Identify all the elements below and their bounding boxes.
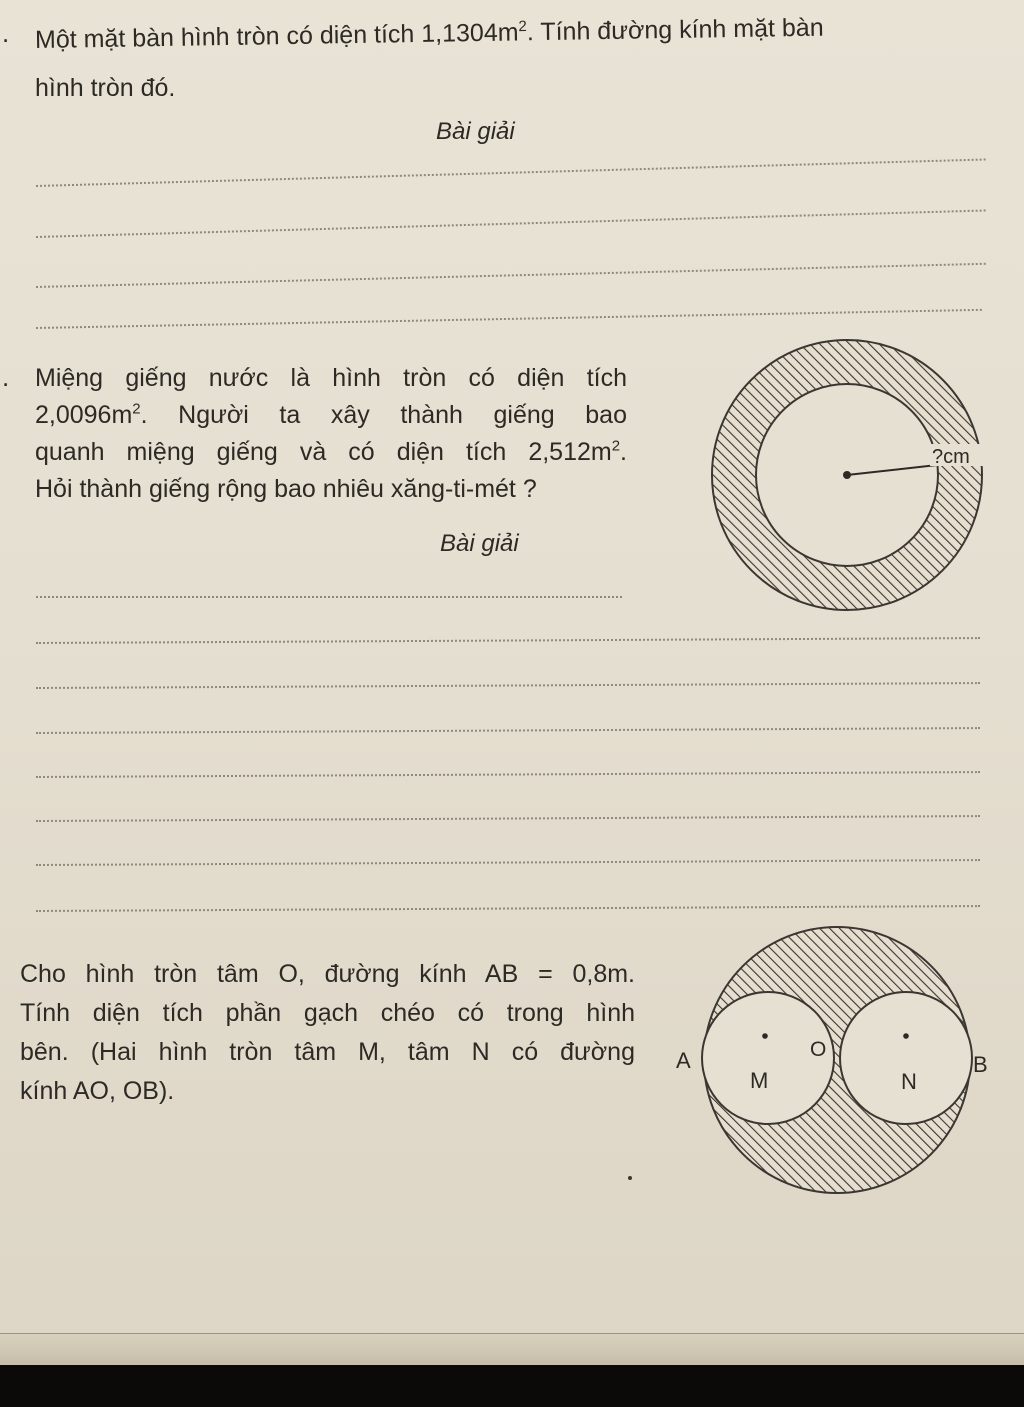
center-N-dot — [903, 1033, 909, 1039]
problem-2-text — [35, 360, 627, 508]
problem-3-line-2: Tính diện tích phần gạch chéo có trong hình — [20, 999, 635, 1027]
problem-2-line-1: Miệng giếng nước là hình tròn có diện tích — [35, 364, 627, 392]
answer-line — [36, 905, 980, 912]
problem-3-text — [20, 955, 635, 1111]
problem-1-line-1: Một mặt bàn hình tròn có diện tích $1,1304m^2$. Tính đường kính mặt bàn — [34, 13, 824, 54]
well-width-label: ?cm — [932, 446, 970, 468]
problem-1-bullet: . — [2, 18, 10, 48]
center-M-dot — [762, 1033, 768, 1039]
circles-figure — [670, 918, 1010, 1218]
well-center-dot — [843, 471, 851, 479]
answer-line — [36, 158, 986, 187]
small-circle-N — [840, 992, 972, 1124]
answer-line — [36, 859, 980, 866]
problem-2-line-4: Hỏi thành giếng rộng bao nhiêu xăng-ti-mét ? — [35, 475, 537, 503]
label-N: N — [901, 1069, 917, 1094]
answer-line — [36, 209, 986, 238]
problem-3-line-1: Cho hình tròn tâm O, đường kính AB = 0,8m. — [20, 960, 635, 988]
problem-2-line-2: $2,0096m^2$. Người ta xây thành giếng bao — [35, 400, 627, 429]
answer-line — [36, 727, 980, 734]
problem-2-wall-area: 2,512m — [528, 438, 612, 466]
label-B: B — [973, 1052, 988, 1077]
label-M: M — [750, 1068, 769, 1093]
label-A: A — [676, 1048, 691, 1073]
well-ring-figure — [700, 324, 1000, 624]
problem-1-line-2: hình tròn đó. — [35, 74, 176, 102]
answer-line — [36, 637, 980, 644]
problem-2-solution-heading: Bài giải — [440, 530, 519, 557]
answer-line — [36, 771, 980, 778]
label-O: O — [810, 1038, 827, 1061]
paper-bottom-edge — [0, 1333, 1024, 1365]
problem-3-line-3: bên. (Hai hình tròn tâm M, tâm N có đường — [20, 1038, 635, 1066]
problem-2-bullet: . — [2, 362, 10, 392]
problem-1-area-value: 1,1304m — [421, 18, 519, 48]
problem-2-area-value: 2,0096m — [35, 401, 133, 429]
answer-line — [36, 596, 622, 598]
problem-1-solution-heading: Bài giải — [436, 118, 515, 145]
answer-line — [36, 815, 980, 822]
problem-3-line-4: kính AO, OB). — [20, 1077, 175, 1105]
answer-line — [36, 682, 980, 689]
problem-2-line-3: quanh miệng giếng và có diện tích $2,512m^2$. — [35, 437, 627, 466]
stray-dot — [628, 1176, 632, 1180]
answer-line — [36, 263, 986, 288]
